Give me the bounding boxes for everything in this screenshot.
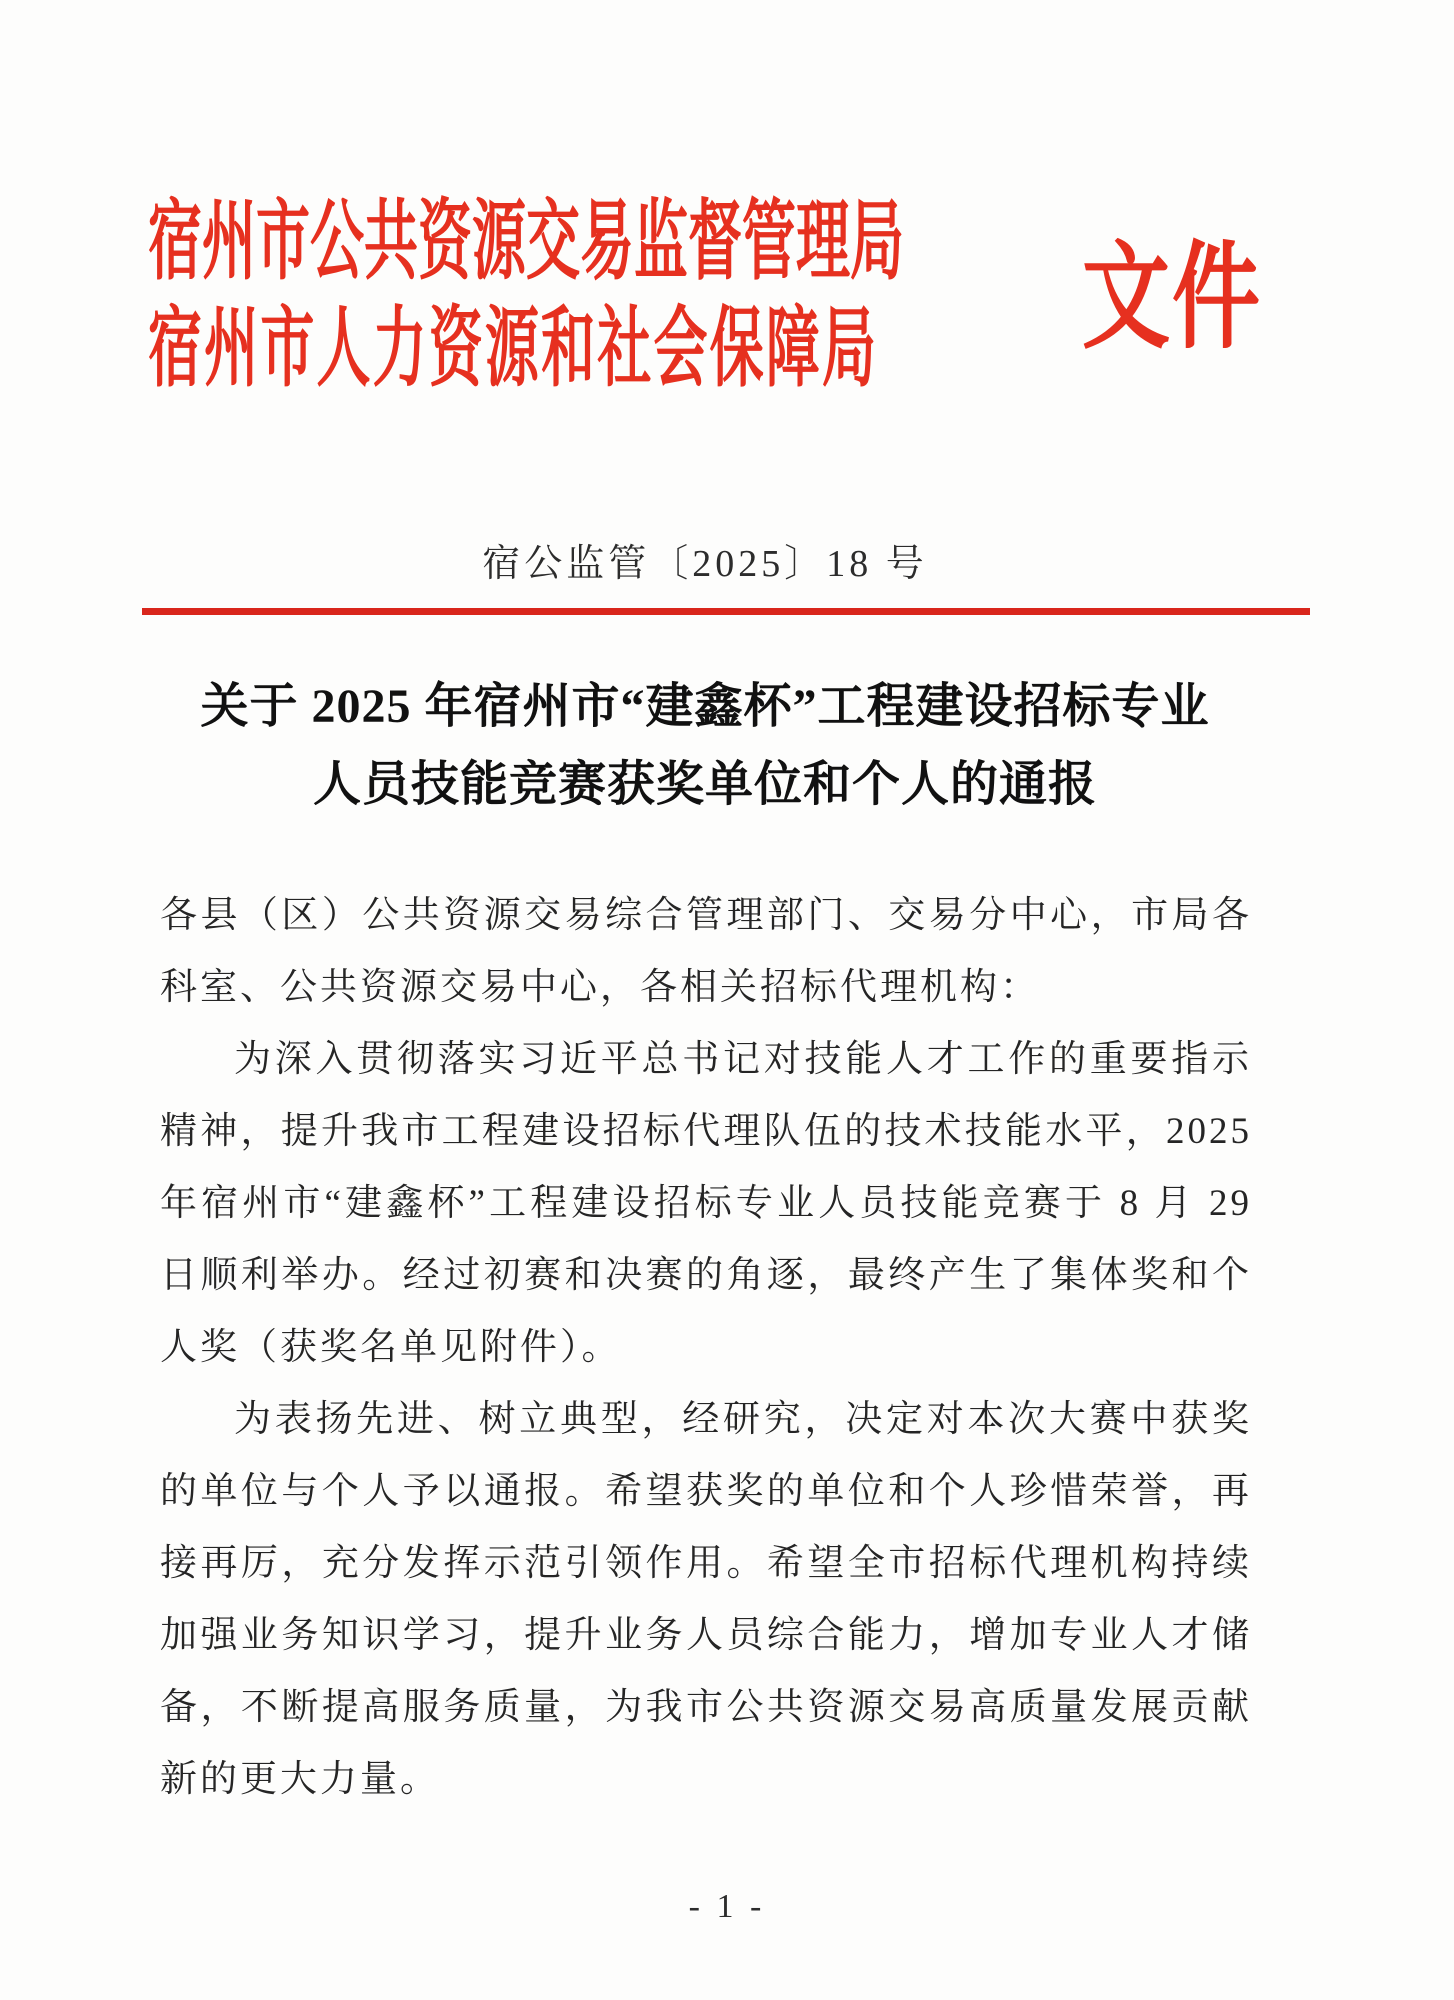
red-divider-line xyxy=(142,608,1310,615)
document-title-line-1: 关于 2025 年宿州市“建鑫杯”工程建设招标专业 xyxy=(200,680,1210,733)
document-number: 宿公监管〔2025〕18 号 xyxy=(482,543,928,585)
salutation-paragraph: 各县（区）公共资源交易综合管理部门、交易分中心，市局各科室、公共资源交易中心，各相关招标代理机构： xyxy=(160,895,1252,1008)
body-paragraph-1: 为深入贯彻落实习近平总书记对技能人才工作的重要指示精神，提升我市工程建设招标代理队伍的技术技能水平，2025 年宿州市“建鑫杯”工程建设招标专业人员技能竞赛于 8 月 29 日顺利举办。经过初赛和决赛的角逐，最终产生了集体奖和个人奖（获奖名单见附件）。 xyxy=(160,1039,1252,1368)
letterhead-agency-line-2: 宿州市人力资源和社会保障局 xyxy=(148,300,876,398)
letterhead-agency-line-1: 宿州市公共资源交易监督管理局 xyxy=(148,193,904,291)
letterhead-document-label: 文件 xyxy=(1082,235,1263,364)
document-body xyxy=(160,880,1252,1816)
document-title xyxy=(160,668,1250,824)
body-paragraph-2: 为表扬先进、树立典型，经研究，决定对本次大赛中获奖的单位与个人予以通报。希望获奖的单位和个人珍惜荣誉，再接再厉，充分发挥示范引领作用。希望全市招标代理机构持续加强业务知识学习，提升业务人员综合能力，增加专业人才储备，不断提高服务质量，为我市公共资源交易高质量发展贡献新的更大力量。 xyxy=(160,1399,1252,1800)
document-title-line-2: 人员技能竞赛获奖单位和个人的通报 xyxy=(312,758,1097,811)
page-number: - 1 - xyxy=(688,1888,766,1925)
